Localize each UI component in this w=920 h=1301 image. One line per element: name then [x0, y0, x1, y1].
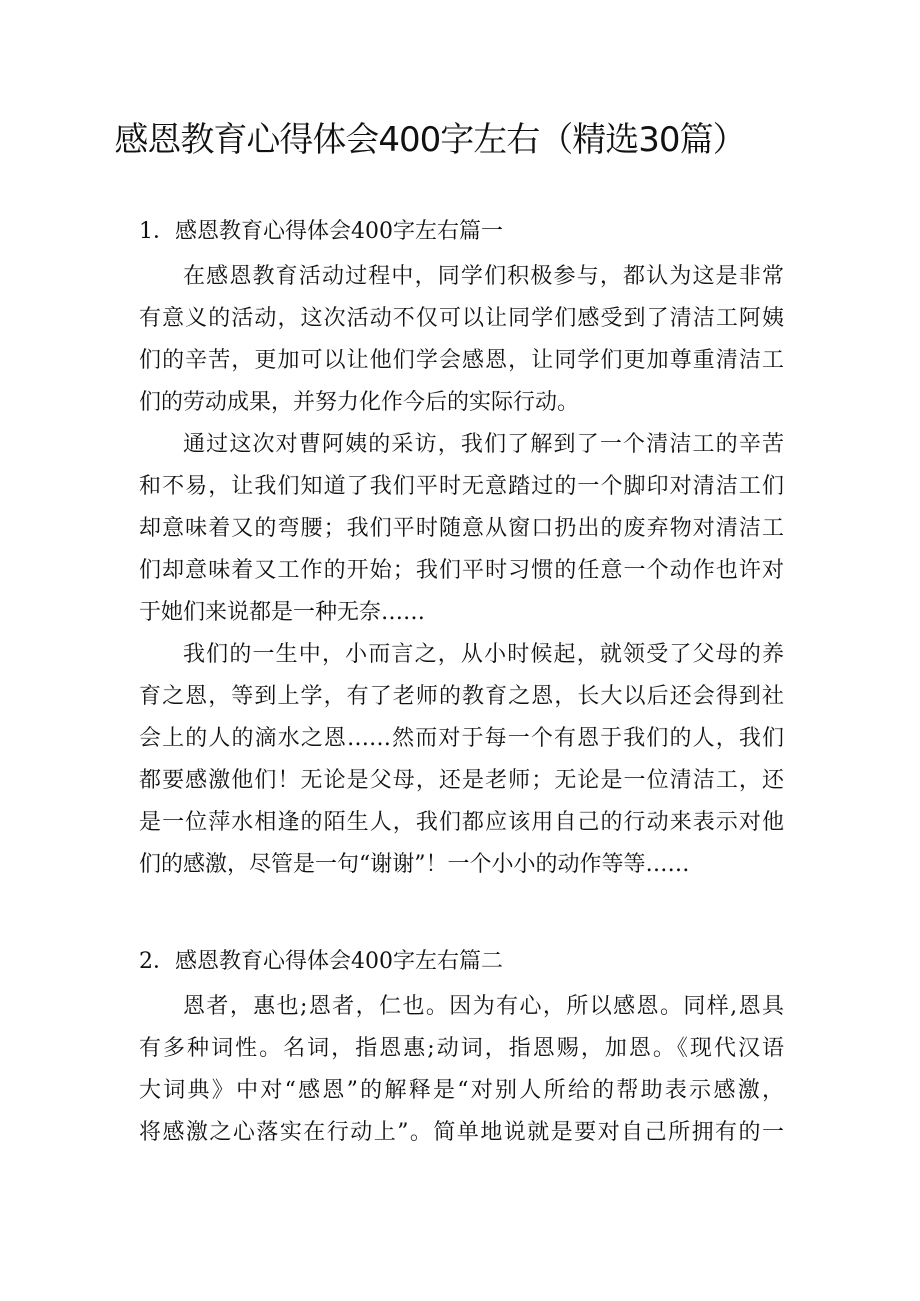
- paragraph-line: 恩者，惠也;恩者，仁也。因为有心，所以感恩。同样,恩具: [183, 994, 784, 1019]
- paragraph-line: 会上的人的滴水之恩……然而对于每一个有恩于我们的人，我们: [139, 726, 784, 751]
- document-title: 感恩教育心得体会400字左右（精选30篇）: [114, 120, 746, 160]
- paragraph-line: 将感激之心落实在行动上”。简单地说就是要对自己所拥有的一: [139, 1120, 784, 1145]
- paragraph-line: 通过这次对曹阿姨的采访，我们了解到了一个清洁工的辛苦: [183, 432, 784, 457]
- paragraph-line: 们的感激，尽管是一句“谢谢”！一个小小的动作等等……: [139, 852, 690, 877]
- paragraph-line: 大词典》中对“感恩”的解释是“对别人所给的帮助表示感激，: [139, 1078, 784, 1103]
- paragraph-line: 们却意味着又工作的开始；我们平时习惯的任意一个动作也许对: [139, 558, 784, 583]
- paragraph-line: 却意味着又的弯腰；我们平时随意从窗口扔出的废弃物对清洁工: [139, 516, 784, 541]
- section-heading-1: 1．感恩教育心得体会400字左右篇一: [139, 219, 503, 244]
- paragraph-line: 们的辛苦，更加可以让他们学会感恩，让同学们更加尊重清洁工: [139, 348, 784, 373]
- paragraph-line: 有多种词性。名词，指恩惠;动词，指恩赐，加恩。《现代汉语: [139, 1036, 784, 1061]
- paragraph: [139, 256, 784, 424]
- paragraph-line: 们的劳动成果，并努力化作今后的实际行动。: [139, 390, 580, 415]
- paragraph-line: 和不易，让我们知道了我们平时无意踏过的一个脚印对清洁工们: [139, 474, 784, 499]
- section-heading-2: 2．感恩教育心得体会400字左右篇二: [139, 949, 503, 974]
- paragraph: [139, 634, 784, 886]
- paragraph-line: 育之恩，等到上学，有了老师的教育之恩，长大以后还会得到社: [139, 684, 784, 709]
- document-body: [139, 208, 784, 1154]
- paragraph-line: 于她们来说都是一种无奈……: [139, 600, 426, 625]
- paragraph-line: 都要感激他们！无论是父母，还是老师；无论是一位清洁工，还: [139, 768, 784, 793]
- paragraph: [139, 986, 784, 1154]
- paragraph-line: 是一位萍水相逢的陌生人，我们都应该用自己的行动来表示对他: [139, 810, 784, 835]
- paragraph-line: 有意义的活动，这次活动不仅可以让同学们感受到了清洁工阿姨: [139, 306, 784, 331]
- paragraph: [139, 424, 784, 634]
- paragraph-line: 在感恩教育活动过程中，同学们积极参与，都认为这是非常: [183, 264, 784, 289]
- paragraph-line: 我们的一生中，小而言之，从小时候起，就领受了父母的养: [183, 642, 784, 667]
